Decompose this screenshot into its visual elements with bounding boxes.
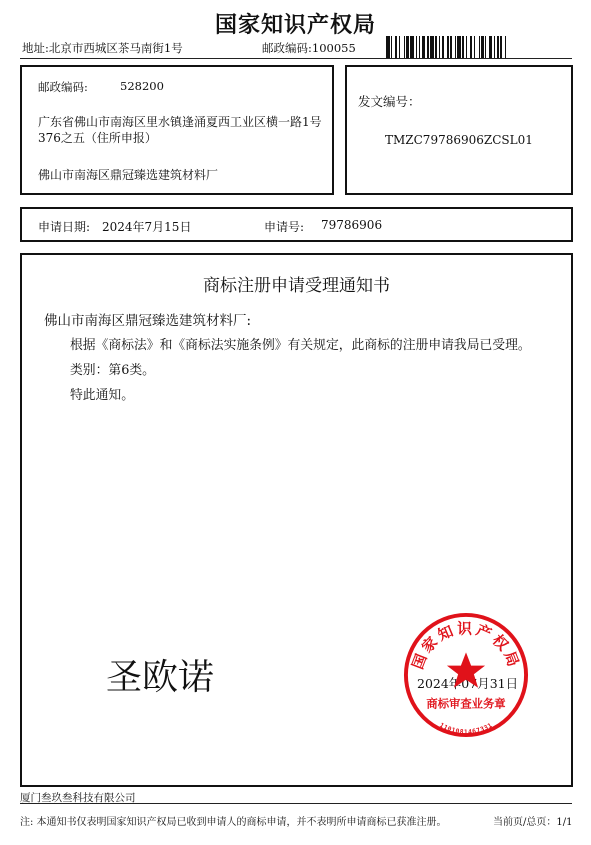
barcode-bar — [404, 36, 405, 58]
barcode-bar — [455, 36, 456, 58]
doc-number-label: 发文编号： — [358, 94, 421, 109]
barcode-bar — [500, 36, 503, 58]
recipient-address-line1: 广东省佛山市南海区里水镇逢涌夏西工业区横一路1号 — [38, 115, 322, 129]
recipient-box — [20, 65, 334, 195]
doc-number-box — [345, 65, 573, 195]
barcode-bar — [447, 36, 448, 58]
barcode-bar — [450, 36, 453, 58]
application-number-label: 申请号: — [264, 220, 305, 234]
barcode-bar — [462, 36, 463, 58]
barcode-bar — [386, 36, 390, 58]
barcode-bar — [479, 36, 480, 58]
barcode-bar — [399, 36, 400, 58]
agency-name: 厦门叁玖叁科技有限公司 — [20, 792, 136, 804]
office-address: 地址:北京市西城区茶马南街1号 — [22, 41, 183, 55]
recipient-address-line2: 376之五（住所申报） — [38, 131, 157, 145]
barcode — [386, 36, 571, 58]
footer-rule — [20, 803, 572, 804]
barcode-bar — [494, 36, 495, 58]
barcode-bar — [489, 36, 493, 58]
barcode-bar — [422, 36, 425, 58]
star-icon — [447, 652, 485, 687]
barcode-bar — [427, 36, 428, 58]
trademark-name: 圣欧诺 — [106, 657, 215, 698]
header-rule — [20, 58, 572, 59]
notice-body: 根据《商标法》和《商标法实施条例》有关规定，此商标的注册申请我局已受理。 — [70, 338, 531, 353]
office-title: 国家知识产权局 — [214, 13, 376, 38]
recipient-postcode: 528200 — [120, 79, 164, 93]
barcode-bar — [497, 36, 498, 58]
official-seal-stamp — [402, 611, 530, 739]
barcode-bar — [416, 36, 417, 58]
recipient-company: 佛山市南海区鼎冠臻选建筑材料厂 — [38, 168, 219, 182]
page-indicator: 当前页/总页：1/1 — [493, 817, 573, 828]
barcode-bar — [485, 36, 486, 58]
barcode-bar — [442, 36, 443, 58]
application-date-label: 申请日期: — [38, 220, 91, 234]
footer-note: 注: 本通知书仅表明国家知识产权局已收到申请人的商标申请，并不表明所申请商标已获准注册。 — [20, 817, 447, 828]
barcode-bar — [430, 36, 434, 58]
application-info-box — [20, 207, 573, 242]
seal-serial: 1101081467331 — [438, 721, 494, 737]
barcode-bar — [435, 36, 438, 58]
barcode-bar — [406, 36, 409, 58]
recipient-postcode-label: 邮政编码: — [38, 80, 88, 94]
notice-closing: 特此通知。 — [70, 388, 134, 403]
barcode-bar — [395, 36, 398, 58]
barcode-bar — [470, 36, 473, 58]
barcode-bar — [466, 36, 467, 58]
barcode-bar — [505, 36, 506, 58]
barcode-bar — [410, 36, 414, 58]
notice-title: 商标注册申请受理通知书 — [203, 276, 390, 296]
barcode-bar — [481, 36, 484, 58]
barcode-bar — [474, 36, 475, 58]
barcode-bar — [439, 36, 440, 58]
notice-addressee: 佛山市南海区鼎冠臻选建筑材料厂: — [44, 313, 252, 329]
application-number: 79786906 — [321, 218, 383, 232]
barcode-bar — [391, 36, 392, 58]
seal-top-text: 国家知识产权局 — [409, 620, 523, 672]
barcode-bar — [457, 36, 461, 58]
application-date: 2024年7月15日 — [102, 220, 192, 234]
doc-number-value: TMZC79786906ZCSL01 — [385, 133, 533, 147]
barcode-bar — [419, 36, 420, 58]
notice-date: 2024年07月31日 — [417, 676, 519, 691]
notice-category: 类别：第6类。 — [70, 363, 155, 378]
seal-bottom-text: 商标审查业务章 — [426, 696, 506, 711]
office-postcode: 邮政编码:100055 — [262, 41, 356, 55]
